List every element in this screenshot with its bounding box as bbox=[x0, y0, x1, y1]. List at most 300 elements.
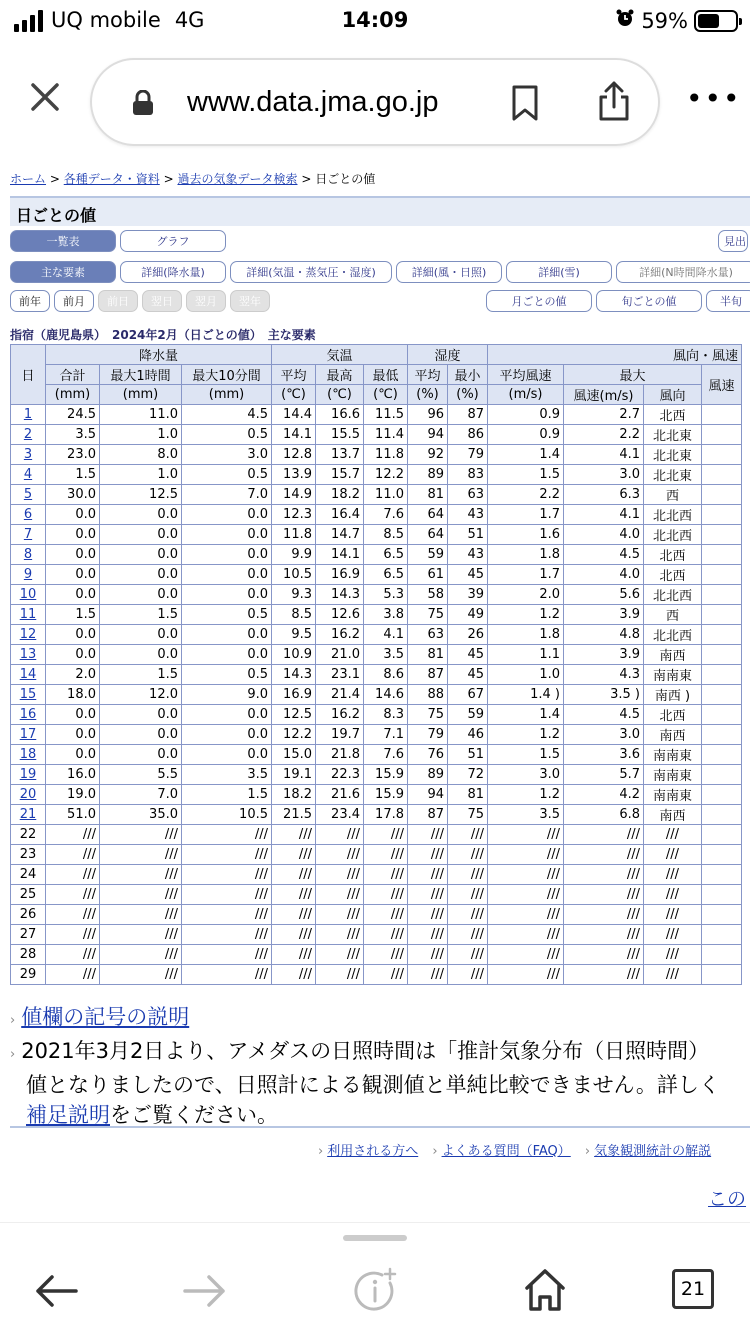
col-total: 合計 bbox=[46, 365, 100, 385]
table-row bbox=[11, 745, 742, 765]
data-cell: 16.6 bbox=[316, 405, 364, 425]
data-cell: 59 bbox=[448, 705, 488, 725]
data-cell: 4.0 bbox=[564, 565, 644, 585]
data-cell: 17.8 bbox=[364, 805, 408, 825]
day-cell bbox=[11, 605, 46, 625]
breadcrumb-home[interactable]: ホーム bbox=[10, 172, 47, 186]
day-cell bbox=[11, 745, 46, 765]
data-cell: /// bbox=[364, 905, 408, 925]
lock-icon bbox=[132, 90, 154, 120]
nav-buttons bbox=[10, 290, 750, 312]
data-cell: 12.8 bbox=[272, 445, 316, 465]
data-cell: /// bbox=[408, 865, 448, 885]
data-cell: 西 bbox=[644, 605, 702, 625]
data-cell: 81 bbox=[408, 485, 448, 505]
day-cell: 24 bbox=[11, 865, 46, 885]
data-cell: 1.0 bbox=[100, 465, 182, 485]
data-cell: /// bbox=[46, 885, 100, 905]
data-cell: /// bbox=[46, 965, 100, 985]
day-cell bbox=[11, 505, 46, 525]
data-cell: /// bbox=[364, 965, 408, 985]
data-cell: 10.5 bbox=[182, 805, 272, 825]
data-cell: 51 bbox=[448, 525, 488, 545]
data-cell: /// bbox=[488, 965, 564, 985]
tab-snow[interactable]: 詳細(雪) bbox=[506, 261, 612, 283]
day-link[interactable]: 21 bbox=[19, 807, 37, 822]
pentad-button[interactable]: 半旬 bbox=[706, 290, 750, 312]
data-cell: 16.9 bbox=[316, 565, 364, 585]
table-row bbox=[11, 905, 742, 925]
data-cell: 3.8 bbox=[364, 605, 408, 625]
day-cell: 27 bbox=[11, 925, 46, 945]
data-cell: /// bbox=[272, 825, 316, 845]
data-cell bbox=[702, 445, 742, 465]
data-cell bbox=[702, 825, 742, 845]
data-cell: 58 bbox=[408, 585, 448, 605]
day-cell bbox=[11, 705, 46, 725]
data-cell: 北西 bbox=[644, 405, 702, 425]
unit-c: (℃) bbox=[272, 385, 316, 405]
data-cell: 0.5 bbox=[182, 665, 272, 685]
data-cell: 3.0 bbox=[488, 765, 564, 785]
browser-toolbar bbox=[0, 1222, 750, 1334]
data-cell: 86 bbox=[448, 425, 488, 445]
data-cell: 19.7 bbox=[316, 725, 364, 745]
day-link[interactable]: 4 bbox=[23, 467, 33, 482]
data-cell: 0.0 bbox=[182, 505, 272, 525]
data-cell: 3.6 bbox=[564, 745, 644, 765]
data-cell: /// bbox=[408, 905, 448, 925]
day-link[interactable]: 16 bbox=[19, 707, 37, 722]
data-cell: /// bbox=[448, 845, 488, 865]
data-cell: /// bbox=[316, 925, 364, 945]
data-cell: 12.2 bbox=[364, 465, 408, 485]
wind-header: 風向・風速 bbox=[488, 345, 742, 365]
day-link[interactable]: 6 bbox=[23, 507, 33, 522]
day-link[interactable]: 18 bbox=[19, 747, 37, 762]
data-cell: 南南東 bbox=[644, 745, 702, 765]
data-cell: 4.5 bbox=[564, 705, 644, 725]
data-cell: /// bbox=[448, 965, 488, 985]
supplementary-link[interactable]: 補足説明 bbox=[26, 1103, 110, 1127]
data-cell: 北北西 bbox=[644, 625, 702, 645]
data-cell: /// bbox=[488, 865, 564, 885]
data-cell: 8.6 bbox=[364, 665, 408, 685]
day-link[interactable]: 17 bbox=[19, 727, 37, 742]
carrier-label: UQ mobile bbox=[51, 8, 161, 32]
data-cell: 16.0 bbox=[46, 765, 100, 785]
data-cell: /// bbox=[46, 865, 100, 885]
day-cell bbox=[11, 525, 46, 545]
data-cell: 61 bbox=[408, 565, 448, 585]
data-cell: 8.0 bbox=[100, 445, 182, 465]
prev-day-button: 前日 bbox=[98, 290, 138, 312]
data-cell: 64 bbox=[408, 505, 448, 525]
data-cell: 0.0 bbox=[182, 565, 272, 585]
breadcrumb-search[interactable]: 過去の気象データ検索 bbox=[177, 172, 298, 186]
table-row bbox=[11, 945, 742, 965]
tab-graph[interactable]: グラフ bbox=[120, 230, 226, 252]
data-cell: 0.0 bbox=[46, 705, 100, 725]
data-cell: 2.2 bbox=[564, 425, 644, 445]
data-cell bbox=[702, 625, 742, 645]
info-icon bbox=[352, 1267, 400, 1319]
share-icon[interactable] bbox=[597, 80, 631, 126]
dekad-button[interactable]: 旬ごとの値 bbox=[596, 290, 702, 312]
data-cell bbox=[702, 505, 742, 525]
data-cell: /// bbox=[100, 845, 182, 865]
data-cell: 23.0 bbox=[46, 445, 100, 465]
table-row bbox=[11, 965, 742, 985]
day-link[interactable]: 8 bbox=[23, 547, 33, 562]
tab-main[interactable]: 主な要素 bbox=[10, 261, 116, 283]
data-cell: /// bbox=[364, 885, 408, 905]
data-cell: /// bbox=[364, 925, 408, 945]
data-cell: 北北西 bbox=[644, 585, 702, 605]
data-cell: /// bbox=[316, 945, 364, 965]
data-cell: /// bbox=[182, 965, 272, 985]
data-cell: /// bbox=[316, 905, 364, 925]
data-cell: /// bbox=[488, 945, 564, 965]
day-link[interactable]: 11 bbox=[19, 607, 37, 622]
data-cell: 11.5 bbox=[364, 405, 408, 425]
data-cell: 11.4 bbox=[364, 425, 408, 445]
data-cell: /// bbox=[316, 845, 364, 865]
data-cell: 0.0 bbox=[182, 545, 272, 565]
tab-precip[interactable]: 詳細(降水量) bbox=[120, 261, 226, 283]
data-cell: 1.1 bbox=[488, 645, 564, 665]
data-cell: 1.6 bbox=[488, 525, 564, 545]
data-cell: 南南東 bbox=[644, 765, 702, 785]
data-cell: 南南東 bbox=[644, 785, 702, 805]
table-row bbox=[11, 565, 742, 585]
data-cell: 3.9 bbox=[564, 645, 644, 665]
data-cell: 15.9 bbox=[364, 765, 408, 785]
data-cell: /// bbox=[448, 925, 488, 945]
view-tabs bbox=[10, 230, 748, 252]
day-cell bbox=[11, 645, 46, 665]
data-cell: 1.0 bbox=[488, 665, 564, 685]
data-cell: 1.8 bbox=[488, 625, 564, 645]
data-cell: 30.0 bbox=[46, 485, 100, 505]
tab-temp[interactable]: 詳細(気温・蒸気圧・湿度) bbox=[230, 261, 392, 283]
data-cell: 13.7 bbox=[316, 445, 364, 465]
data-cell: /// bbox=[272, 885, 316, 905]
close-icon[interactable] bbox=[28, 80, 62, 114]
data-cell: 6.5 bbox=[364, 565, 408, 585]
divider bbox=[10, 1126, 750, 1128]
data-cell: /// bbox=[644, 905, 702, 925]
data-cell: /// bbox=[272, 865, 316, 885]
data-cell: 5.3 bbox=[364, 585, 408, 605]
data-cell: 88 bbox=[408, 685, 448, 705]
tab-heading[interactable]: 見出 bbox=[718, 230, 748, 252]
data-cell: 0.0 bbox=[46, 505, 100, 525]
table-row bbox=[11, 685, 742, 705]
table-row bbox=[11, 525, 742, 545]
footer-link-faq[interactable]: よくある質問（FAQ） bbox=[441, 1144, 571, 1159]
back-icon[interactable] bbox=[34, 1271, 78, 1315]
day-cell bbox=[11, 565, 46, 585]
data-cell: 21.0 bbox=[316, 645, 364, 665]
sunshine-note-2: 値となりましたので、日照計による観測値と単純比較できません。詳しく bbox=[26, 1073, 720, 1097]
data-cell: /// bbox=[448, 945, 488, 965]
data-cell bbox=[702, 705, 742, 725]
data-cell: /// bbox=[100, 885, 182, 905]
data-cell: 4.1 bbox=[564, 445, 644, 465]
data-cell: 北西 bbox=[644, 545, 702, 565]
data-cell: 北北東 bbox=[644, 465, 702, 485]
data-cell: /// bbox=[100, 925, 182, 945]
data-cell: /// bbox=[448, 905, 488, 925]
data-cell: 6.5 bbox=[364, 545, 408, 565]
data-cell: 1.5 bbox=[488, 745, 564, 765]
monthly-button[interactable]: 月ごとの値 bbox=[486, 290, 592, 312]
day-link[interactable]: 1 bbox=[23, 407, 33, 422]
data-cell: 3.5 bbox=[46, 425, 100, 445]
data-cell: 18.2 bbox=[316, 485, 364, 505]
forward-icon bbox=[183, 1271, 227, 1315]
data-cell: /// bbox=[644, 845, 702, 865]
data-cell: 75 bbox=[448, 805, 488, 825]
data-cell: 1.2 bbox=[488, 725, 564, 745]
tab-list[interactable]: 一覧表 bbox=[10, 230, 116, 252]
battery-icon bbox=[694, 10, 738, 32]
data-cell: /// bbox=[46, 825, 100, 845]
data-cell: 2.0 bbox=[488, 585, 564, 605]
data-cell: 8.3 bbox=[364, 705, 408, 725]
day-link[interactable]: 15 bbox=[19, 687, 37, 702]
data-cell: 87 bbox=[448, 405, 488, 425]
day-link[interactable]: 14 bbox=[19, 667, 37, 682]
data-cell: 南西 bbox=[644, 645, 702, 665]
status-bar bbox=[0, 0, 750, 44]
data-cell: 9.9 bbox=[272, 545, 316, 565]
day-link[interactable]: 10 bbox=[19, 587, 37, 602]
data-cell: 0.0 bbox=[182, 525, 272, 545]
data-cell: 87 bbox=[408, 805, 448, 825]
home-icon[interactable] bbox=[522, 1267, 568, 1317]
data-cell: 43 bbox=[448, 505, 488, 525]
data-cell: 5.6 bbox=[564, 585, 644, 605]
tab-wind[interactable]: 詳細(風・日照) bbox=[396, 261, 502, 283]
data-cell: 43 bbox=[448, 545, 488, 565]
data-cell: 19.1 bbox=[272, 765, 316, 785]
day-cell: 28 bbox=[11, 945, 46, 965]
data-cell: 4.1 bbox=[564, 505, 644, 525]
data-cell: /// bbox=[564, 825, 644, 845]
table-row bbox=[11, 485, 742, 505]
data-cell: 0.0 bbox=[100, 565, 182, 585]
data-cell: 79 bbox=[408, 725, 448, 745]
table-row bbox=[11, 885, 742, 905]
data-cell: /// bbox=[272, 925, 316, 945]
unit-mm: (mm) bbox=[46, 385, 100, 405]
notes bbox=[10, 1002, 720, 1130]
data-cell: 14.4 bbox=[272, 405, 316, 425]
data-cell: 北北西 bbox=[644, 505, 702, 525]
day-link[interactable]: 13 bbox=[19, 647, 37, 662]
table-row bbox=[11, 605, 742, 625]
breadcrumb-current: 日ごとの値 bbox=[315, 172, 376, 186]
data-cell: 7.6 bbox=[364, 745, 408, 765]
data-cell: 96 bbox=[408, 405, 448, 425]
day-link[interactable]: 20 bbox=[19, 787, 37, 802]
data-cell: 39 bbox=[448, 585, 488, 605]
data-cell: 西 bbox=[644, 485, 702, 505]
data-cell: 3.0 bbox=[182, 445, 272, 465]
data-cell: /// bbox=[272, 965, 316, 985]
table-row bbox=[11, 845, 742, 865]
data-cell: 15.7 bbox=[316, 465, 364, 485]
prev-year-button[interactable]: 前年 bbox=[10, 290, 50, 312]
data-cell: 9.5 bbox=[272, 625, 316, 645]
data-cell bbox=[702, 525, 742, 545]
data-cell: 14.7 bbox=[316, 525, 364, 545]
data-cell: 0.0 bbox=[100, 545, 182, 565]
breadcrumb-data[interactable]: 各種データ・資料 bbox=[63, 172, 160, 186]
footer-more-link[interactable]: この bbox=[708, 1188, 747, 1210]
data-cell bbox=[702, 605, 742, 625]
table-row bbox=[11, 625, 742, 645]
page-title: 日ごとの値 bbox=[10, 196, 750, 226]
day-link[interactable]: 5 bbox=[23, 487, 33, 502]
footer-links: › 利用される方へ › よくある質問（FAQ） › 気象観測統計の解説 bbox=[318, 1144, 712, 1159]
data-cell: 1.7 bbox=[488, 505, 564, 525]
data-cell: /// bbox=[100, 825, 182, 845]
data-cell bbox=[702, 745, 742, 765]
table-row bbox=[11, 445, 742, 465]
data-cell: /// bbox=[364, 825, 408, 845]
next-year-button: 翌年 bbox=[230, 290, 270, 312]
unit-ms: (m/s) bbox=[488, 385, 564, 405]
day-cell bbox=[11, 485, 46, 505]
data-cell: 0.0 bbox=[46, 745, 100, 765]
data-cell: 0.0 bbox=[46, 625, 100, 645]
data-cell: 63 bbox=[448, 485, 488, 505]
data-cell bbox=[702, 965, 742, 985]
data-cell: /// bbox=[564, 945, 644, 965]
unit-pct: (%) bbox=[408, 385, 448, 405]
data-cell: /// bbox=[644, 865, 702, 885]
data-cell: 北西 bbox=[644, 705, 702, 725]
data-cell: 14.6 bbox=[364, 685, 408, 705]
data-cell: /// bbox=[100, 865, 182, 885]
footer-link-stats[interactable]: 気象観測統計の解説 bbox=[594, 1144, 712, 1159]
next-day-button: 翌日 bbox=[142, 290, 182, 312]
data-cell: 0.9 bbox=[488, 425, 564, 445]
data-cell: /// bbox=[564, 905, 644, 925]
footer-link-users[interactable]: 利用される方へ bbox=[327, 1144, 419, 1159]
table-row bbox=[11, 665, 742, 685]
data-cell: 3.5 bbox=[182, 765, 272, 785]
tab-nhour[interactable]: 詳細(N時間降水量) bbox=[616, 261, 750, 283]
data-cell: 1.2 bbox=[488, 785, 564, 805]
unit-mm: (mm) bbox=[100, 385, 182, 405]
data-cell bbox=[702, 645, 742, 665]
unit-pct: (%) bbox=[448, 385, 488, 405]
data-cell bbox=[702, 845, 742, 865]
day-link[interactable]: 12 bbox=[19, 627, 37, 642]
data-cell: 13.9 bbox=[272, 465, 316, 485]
data-cell: 94 bbox=[408, 425, 448, 445]
data-cell: /// bbox=[182, 925, 272, 945]
data-cell: 5.7 bbox=[564, 765, 644, 785]
data-cell: 1.5 bbox=[182, 785, 272, 805]
data-cell: /// bbox=[564, 845, 644, 865]
data-cell: 0.0 bbox=[100, 745, 182, 765]
symbols-link[interactable]: 値欄の記号の説明 bbox=[21, 1005, 190, 1029]
day-link[interactable]: 19 bbox=[19, 767, 37, 782]
data-cell: 北北西 bbox=[644, 525, 702, 545]
element-tabs bbox=[10, 261, 750, 283]
data-cell: 21.8 bbox=[316, 745, 364, 765]
day-link[interactable]: 2 bbox=[23, 427, 33, 442]
table-row bbox=[11, 585, 742, 605]
humidity-header: 湿度 bbox=[408, 345, 488, 365]
col-temp-avg: 平均 bbox=[272, 365, 316, 385]
data-cell bbox=[702, 725, 742, 745]
day-cell bbox=[11, 725, 46, 745]
drag-handle[interactable] bbox=[343, 1235, 407, 1241]
day-cell bbox=[11, 425, 46, 445]
data-cell: 92 bbox=[408, 445, 448, 465]
tabs-button[interactable]: 21 bbox=[672, 1269, 714, 1309]
data-cell: 21.5 bbox=[272, 805, 316, 825]
data-cell: 89 bbox=[408, 465, 448, 485]
data-cell: 7.1 bbox=[364, 725, 408, 745]
bookmark-icon[interactable] bbox=[510, 85, 540, 125]
col-max1h: 最大1時間 bbox=[100, 365, 182, 385]
breadcrumb: ホーム > 各種データ・資料 > 過去の気象データ検索 > 日ごとの値 bbox=[10, 172, 376, 186]
data-cell: 12.5 bbox=[100, 485, 182, 505]
day-link[interactable]: 9 bbox=[23, 567, 33, 582]
data-cell: /// bbox=[448, 885, 488, 905]
data-cell: 79 bbox=[448, 445, 488, 465]
day-cell bbox=[11, 465, 46, 485]
day-header: 日 bbox=[11, 345, 46, 405]
data-cell: /// bbox=[364, 845, 408, 865]
data-cell: /// bbox=[564, 965, 644, 985]
data-cell: 1.5 bbox=[100, 665, 182, 685]
data-cell: /// bbox=[182, 865, 272, 885]
data-cell: 89 bbox=[408, 765, 448, 785]
data-cell: 1.4 bbox=[488, 445, 564, 465]
data-cell: 4.8 bbox=[564, 625, 644, 645]
data-cell: 67 bbox=[448, 685, 488, 705]
more-icon[interactable]: ••• bbox=[686, 82, 742, 115]
data-cell: 1.5 bbox=[46, 605, 100, 625]
table-row bbox=[11, 645, 742, 665]
day-cell: 23 bbox=[11, 845, 46, 865]
prev-month-button[interactable]: 前月 bbox=[54, 290, 94, 312]
data-cell: /// bbox=[644, 925, 702, 945]
data-cell: /// bbox=[448, 865, 488, 885]
data-cell: 0.0 bbox=[100, 625, 182, 645]
data-cell: 2.7 bbox=[564, 405, 644, 425]
day-link[interactable]: 7 bbox=[23, 527, 33, 542]
url-field[interactable] bbox=[90, 58, 660, 146]
data-cell bbox=[702, 405, 742, 425]
data-cell: 3.9 bbox=[564, 605, 644, 625]
data-cell: 3.0 bbox=[564, 465, 644, 485]
unit-mm: (mm) bbox=[182, 385, 272, 405]
data-cell: 14.9 bbox=[272, 485, 316, 505]
data-cell: /// bbox=[272, 945, 316, 965]
data-cell: 0.0 bbox=[100, 525, 182, 545]
day-link[interactable]: 3 bbox=[23, 447, 33, 462]
data-cell: 2.0 bbox=[46, 665, 100, 685]
